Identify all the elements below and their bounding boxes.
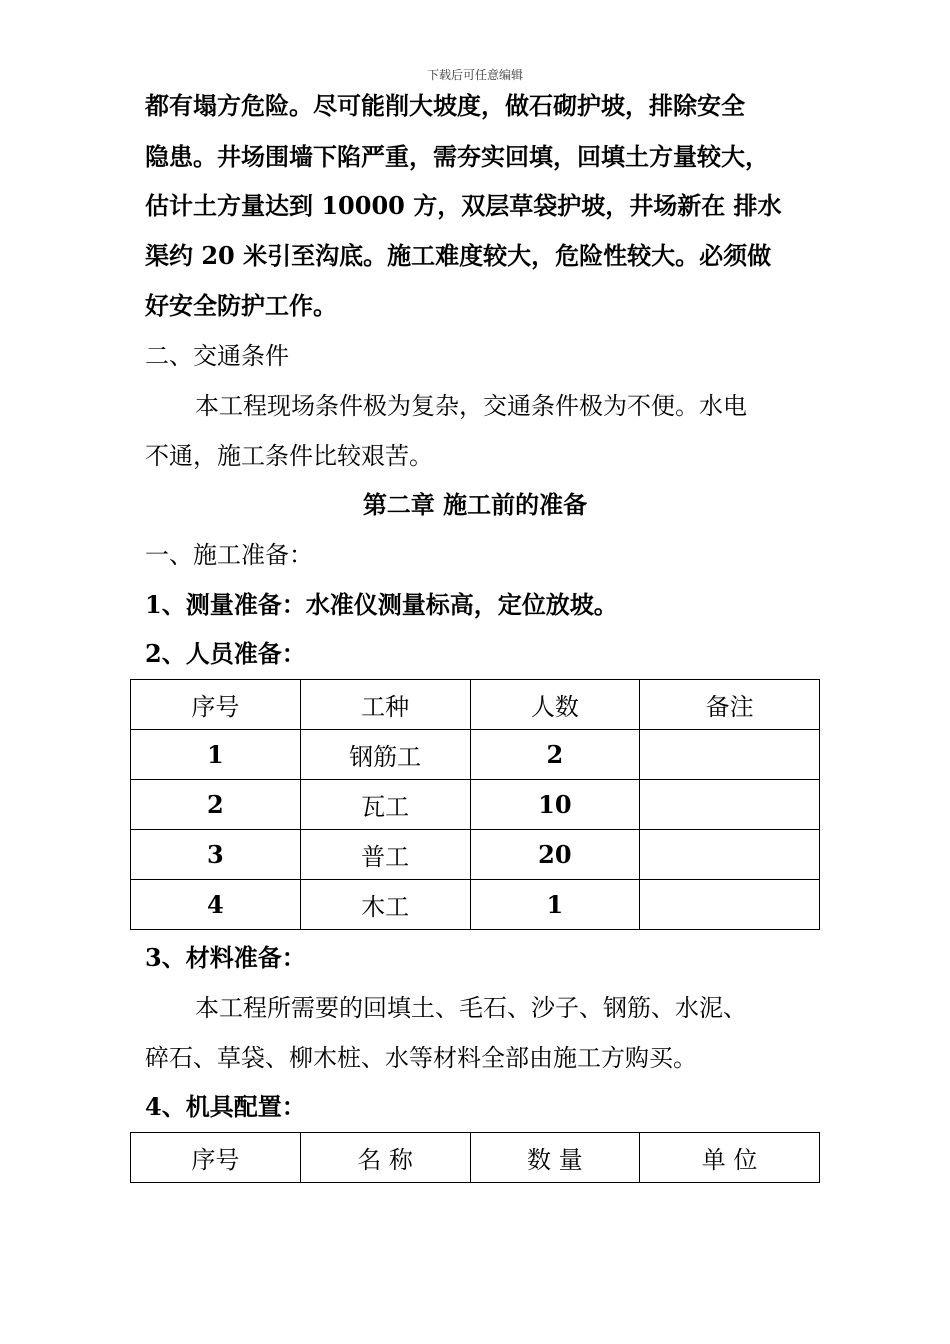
table-cell	[640, 780, 820, 830]
machine-table	[130, 1132, 820, 1183]
paragraph-line: 都有塌方危险。尽可能削大坡度，做石砌护坡，排除安全	[145, 91, 745, 120]
subheading-machine: 4、机具配置：	[145, 1092, 306, 1121]
header-cell: 序号	[131, 680, 301, 730]
table-cell: 木工	[300, 880, 470, 930]
table-cell: 钢筋工	[300, 730, 470, 780]
table-cell: 1	[470, 880, 640, 930]
header-cell: 序号	[131, 1133, 301, 1183]
table-cell	[640, 880, 820, 930]
table-cell: 10	[470, 780, 640, 830]
table-row	[131, 880, 820, 930]
table-cell	[640, 730, 820, 780]
paragraph-line: 渠约 20 米引至沟底。施工难度较大，危险性较大。必须做	[145, 241, 772, 270]
table-row	[131, 730, 820, 780]
table-cell	[640, 830, 820, 880]
table-cell: 3	[131, 830, 301, 880]
header-cell: 工种	[300, 680, 470, 730]
header-cell: 名 称	[300, 1133, 470, 1183]
table-cell: 1	[131, 730, 301, 780]
table-cell: 20	[470, 830, 640, 880]
table-cell: 2	[470, 730, 640, 780]
paragraph-line: 碎石、草袋、柳木桩、水等材料全部由施工方购买。	[145, 1044, 697, 1072]
header-cell: 单 位	[640, 1133, 820, 1183]
paragraph-line: 估计土方量达到 10000 方，双层草袋护坡，井场新在 排水	[145, 191, 782, 220]
header-cell: 人数	[470, 680, 640, 730]
paragraph-line: 本工程所需要的回填土、毛石、沙子、钢筋、水泥、	[195, 994, 747, 1022]
subheading-staff: 2、人员准备：	[145, 639, 306, 668]
subheading-survey: 1、测量准备：水准仪测量标高，定位放坡。	[145, 590, 618, 619]
table-cell: 普工	[300, 830, 470, 880]
chapter-title: 第二章 施工前的准备	[362, 490, 588, 519]
paragraph-line: 好安全防护工作。	[145, 291, 337, 320]
paragraph-line: 隐患。井场围墙下陷严重，需夯实回填，回填土方量较大，	[145, 142, 769, 171]
table-cell: 4	[131, 880, 301, 930]
table-header-row	[131, 1133, 820, 1183]
header-cell: 备注	[640, 680, 820, 730]
section-heading-prep: 一、施工准备：	[145, 541, 313, 569]
table-row	[131, 780, 820, 830]
table-header-row	[131, 680, 820, 730]
table-row	[131, 830, 820, 880]
header-cell: 数 量	[470, 1133, 640, 1183]
paragraph-line: 本工程现场条件极为复杂，交通条件极为不便。水电	[195, 392, 747, 420]
table-cell: 2	[131, 780, 301, 830]
paragraph-line: 不通，施工条件比较艰苦。	[145, 442, 433, 470]
staff-table	[130, 679, 820, 930]
section-heading-traffic: 二、交通条件	[145, 342, 289, 370]
page-header: 下载后可任意编辑	[426, 68, 523, 82]
subheading-material: 3、材料准备：	[145, 943, 306, 972]
table-cell: 瓦工	[300, 780, 470, 830]
